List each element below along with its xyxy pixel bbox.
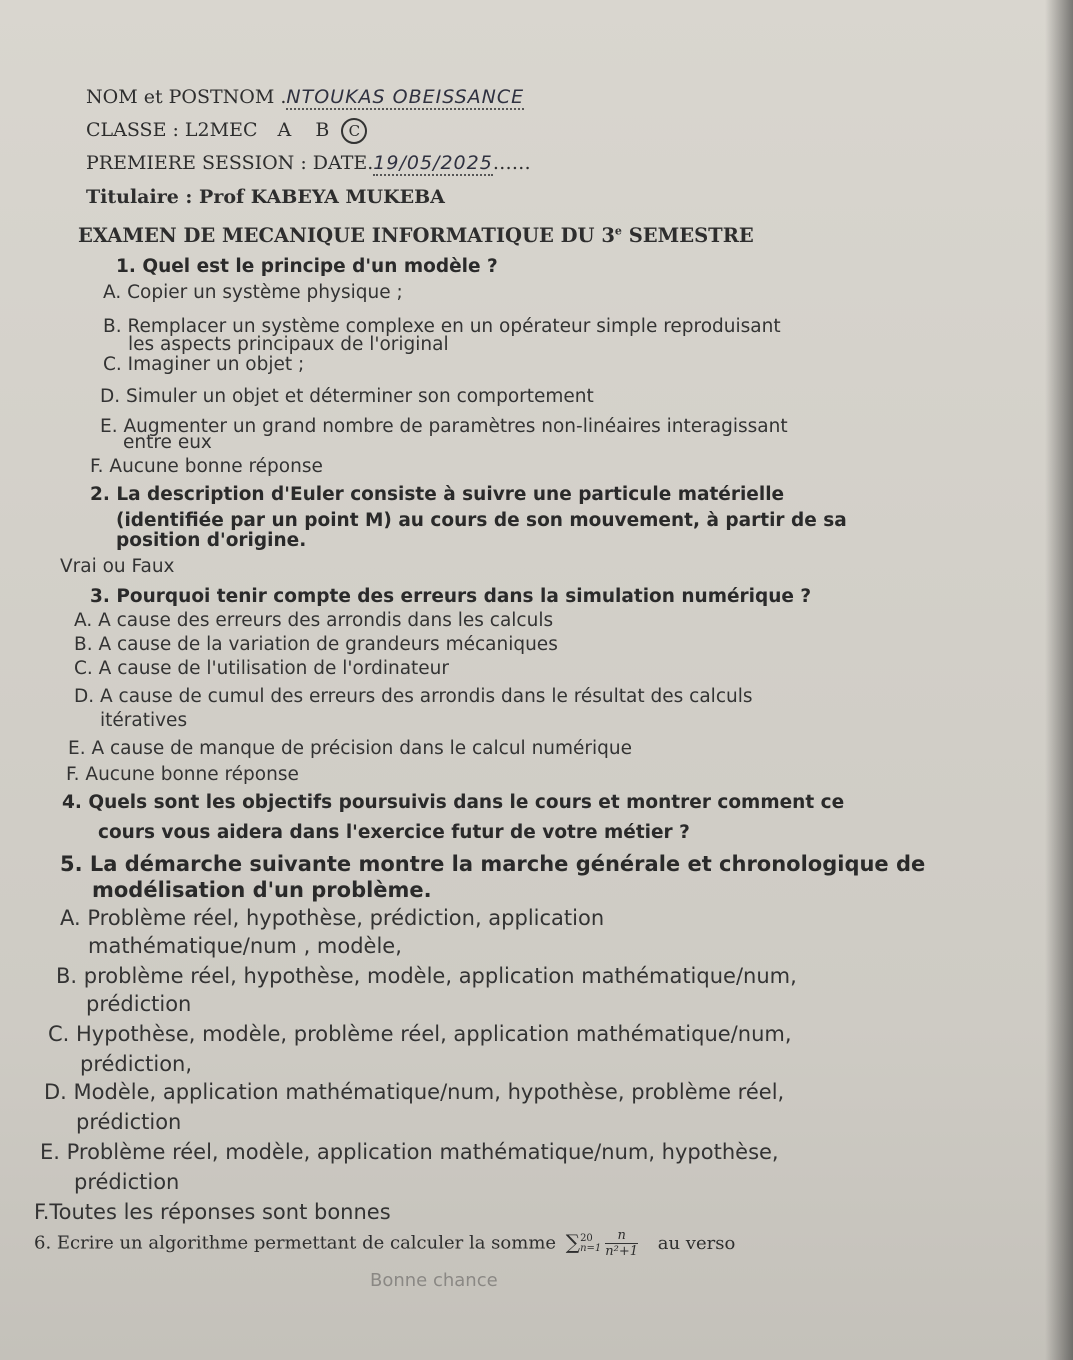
q2-line2: (identifiée par un point M) au cours de son mouvement, à partir de sa	[116, 510, 847, 531]
fraction-denominator: n²+1	[605, 1244, 638, 1259]
q1-option-d: D. Simuler un objet et déterminer son comportement	[100, 386, 594, 407]
q5-line2: modélisation d'un problème.	[92, 878, 432, 902]
q5-option-b-cont: prédiction	[86, 992, 192, 1016]
q3-question: 3. Pourquoi tenir compte des erreurs dans la simulation numérique ?	[90, 586, 812, 607]
q6-question	[34, 1228, 735, 1259]
session-field: PREMIERE SESSION : DATE.19/05/2025……	[86, 152, 531, 174]
fraction-numerator: n	[605, 1228, 638, 1244]
titulaire: Titulaire : Prof KABEYA MUKEBA	[86, 186, 445, 208]
q4-line2: cours vous aidera dans l'exercice futur de votre métier ?	[98, 822, 690, 843]
q5-option-c-cont: prédiction,	[80, 1052, 193, 1076]
q1-option-f: F. Aucune bonne réponse	[90, 456, 323, 477]
exam-title-sup: e	[614, 224, 622, 238]
name-value: NTOUKAS OBEISSANCE	[286, 86, 525, 108]
q6-suffix: au verso	[657, 1232, 736, 1254]
q5-option-e-cont: prédiction	[74, 1170, 180, 1194]
q1-option-c: C. Imaginer un objet ;	[103, 354, 305, 375]
q5-line1: 5. La démarche suivante montre la marche générale et chronologique de	[60, 852, 926, 876]
exam-title	[78, 224, 754, 247]
q5-option-d-cont: prédiction	[76, 1110, 182, 1134]
session-label: PREMIERE SESSION : DATE.	[86, 152, 374, 174]
name-label: NOM et POSTNOM .	[86, 86, 287, 108]
q4-line1: 4. Quels sont les objectifs poursuivis dans le cours et montrer comment ce	[62, 792, 845, 813]
q1-option-e: E. Augmenter un grand nombre de paramètres non-linéaires interagissant	[100, 416, 788, 437]
q1-option-b-cont: les aspects principaux de l'original	[128, 334, 449, 355]
q2-line1: 2. La description d'Euler consiste à suivre une particule matérielle	[90, 484, 785, 505]
q1-question: 1. Quel est le principe d'un modèle ?	[116, 256, 498, 277]
name-field	[86, 86, 524, 108]
q1-option-a: A. Copier un système physique ;	[103, 282, 403, 303]
q1-option-e-cont: entre eux	[123, 432, 212, 453]
q5-option-f: F.Toutes les réponses sont bonnes	[34, 1200, 391, 1224]
sum-lower: n=1	[580, 1242, 602, 1254]
class-label: CLASSE : L2MEC	[86, 119, 258, 141]
sum-fraction	[605, 1228, 638, 1259]
class-field	[86, 118, 367, 144]
exam-title-part2: SEMESTRE	[621, 224, 754, 247]
class-option-c-circled: C	[341, 118, 367, 144]
q6-text: 6. Ecrire un algorithme permettant de calculer la somme	[34, 1232, 557, 1254]
q3-option-d-cont: itératives	[100, 710, 188, 731]
q2-answer-choice: Vrai ou Faux	[60, 556, 175, 577]
q3-option-d: D. A cause de cumul des erreurs des arrondis dans le résultat des calculs	[74, 686, 753, 707]
sum-symbol: ∑	[565, 1229, 581, 1254]
q1-option-b: B. Remplacer un système complexe en un opérateur simple reproduisant	[103, 316, 781, 337]
q2-line3: position d'origine.	[116, 530, 307, 551]
q5-option-a-cont: mathématique/num , modèle,	[88, 934, 402, 958]
exam-title-part1: EXAMEN DE MECANIQUE INFORMATIQUE DU 3	[78, 224, 615, 247]
q5-option-d: D. Modèle, application mathématique/num, hypothèse, problème réel,	[44, 1080, 785, 1104]
sum-upper: 20	[580, 1232, 593, 1244]
class-option-b: B	[315, 119, 330, 141]
session-date: 19/05/2025	[373, 152, 493, 174]
q5-option-a: A. Problème réel, hypothèse, prédiction, application	[60, 906, 605, 930]
q3-option-c: C. A cause de l'utilisation de l'ordinateur	[74, 658, 450, 679]
faded-footer-text: Bonne chance	[370, 1270, 498, 1291]
q5-option-c: C. Hypothèse, modèle, problème réel, application mathématique/num,	[48, 1022, 792, 1046]
class-option-a: A	[277, 119, 292, 141]
q3-option-f: F. Aucune bonne réponse	[66, 764, 299, 785]
q5-option-e: E. Problème réel, modèle, application mathématique/num, hypothèse,	[40, 1140, 779, 1164]
q3-option-e: E. A cause de manque de précision dans le calcul numérique	[68, 738, 633, 759]
page-shadow	[1045, 0, 1073, 1360]
q3-option-a: A. A cause des erreurs des arrondis dans les calculs	[74, 610, 554, 631]
q3-option-b: B. A cause de la variation de grandeurs mécaniques	[74, 634, 558, 655]
q5-option-b: B. problème réel, hypothèse, modèle, application mathématique/num,	[56, 964, 797, 988]
